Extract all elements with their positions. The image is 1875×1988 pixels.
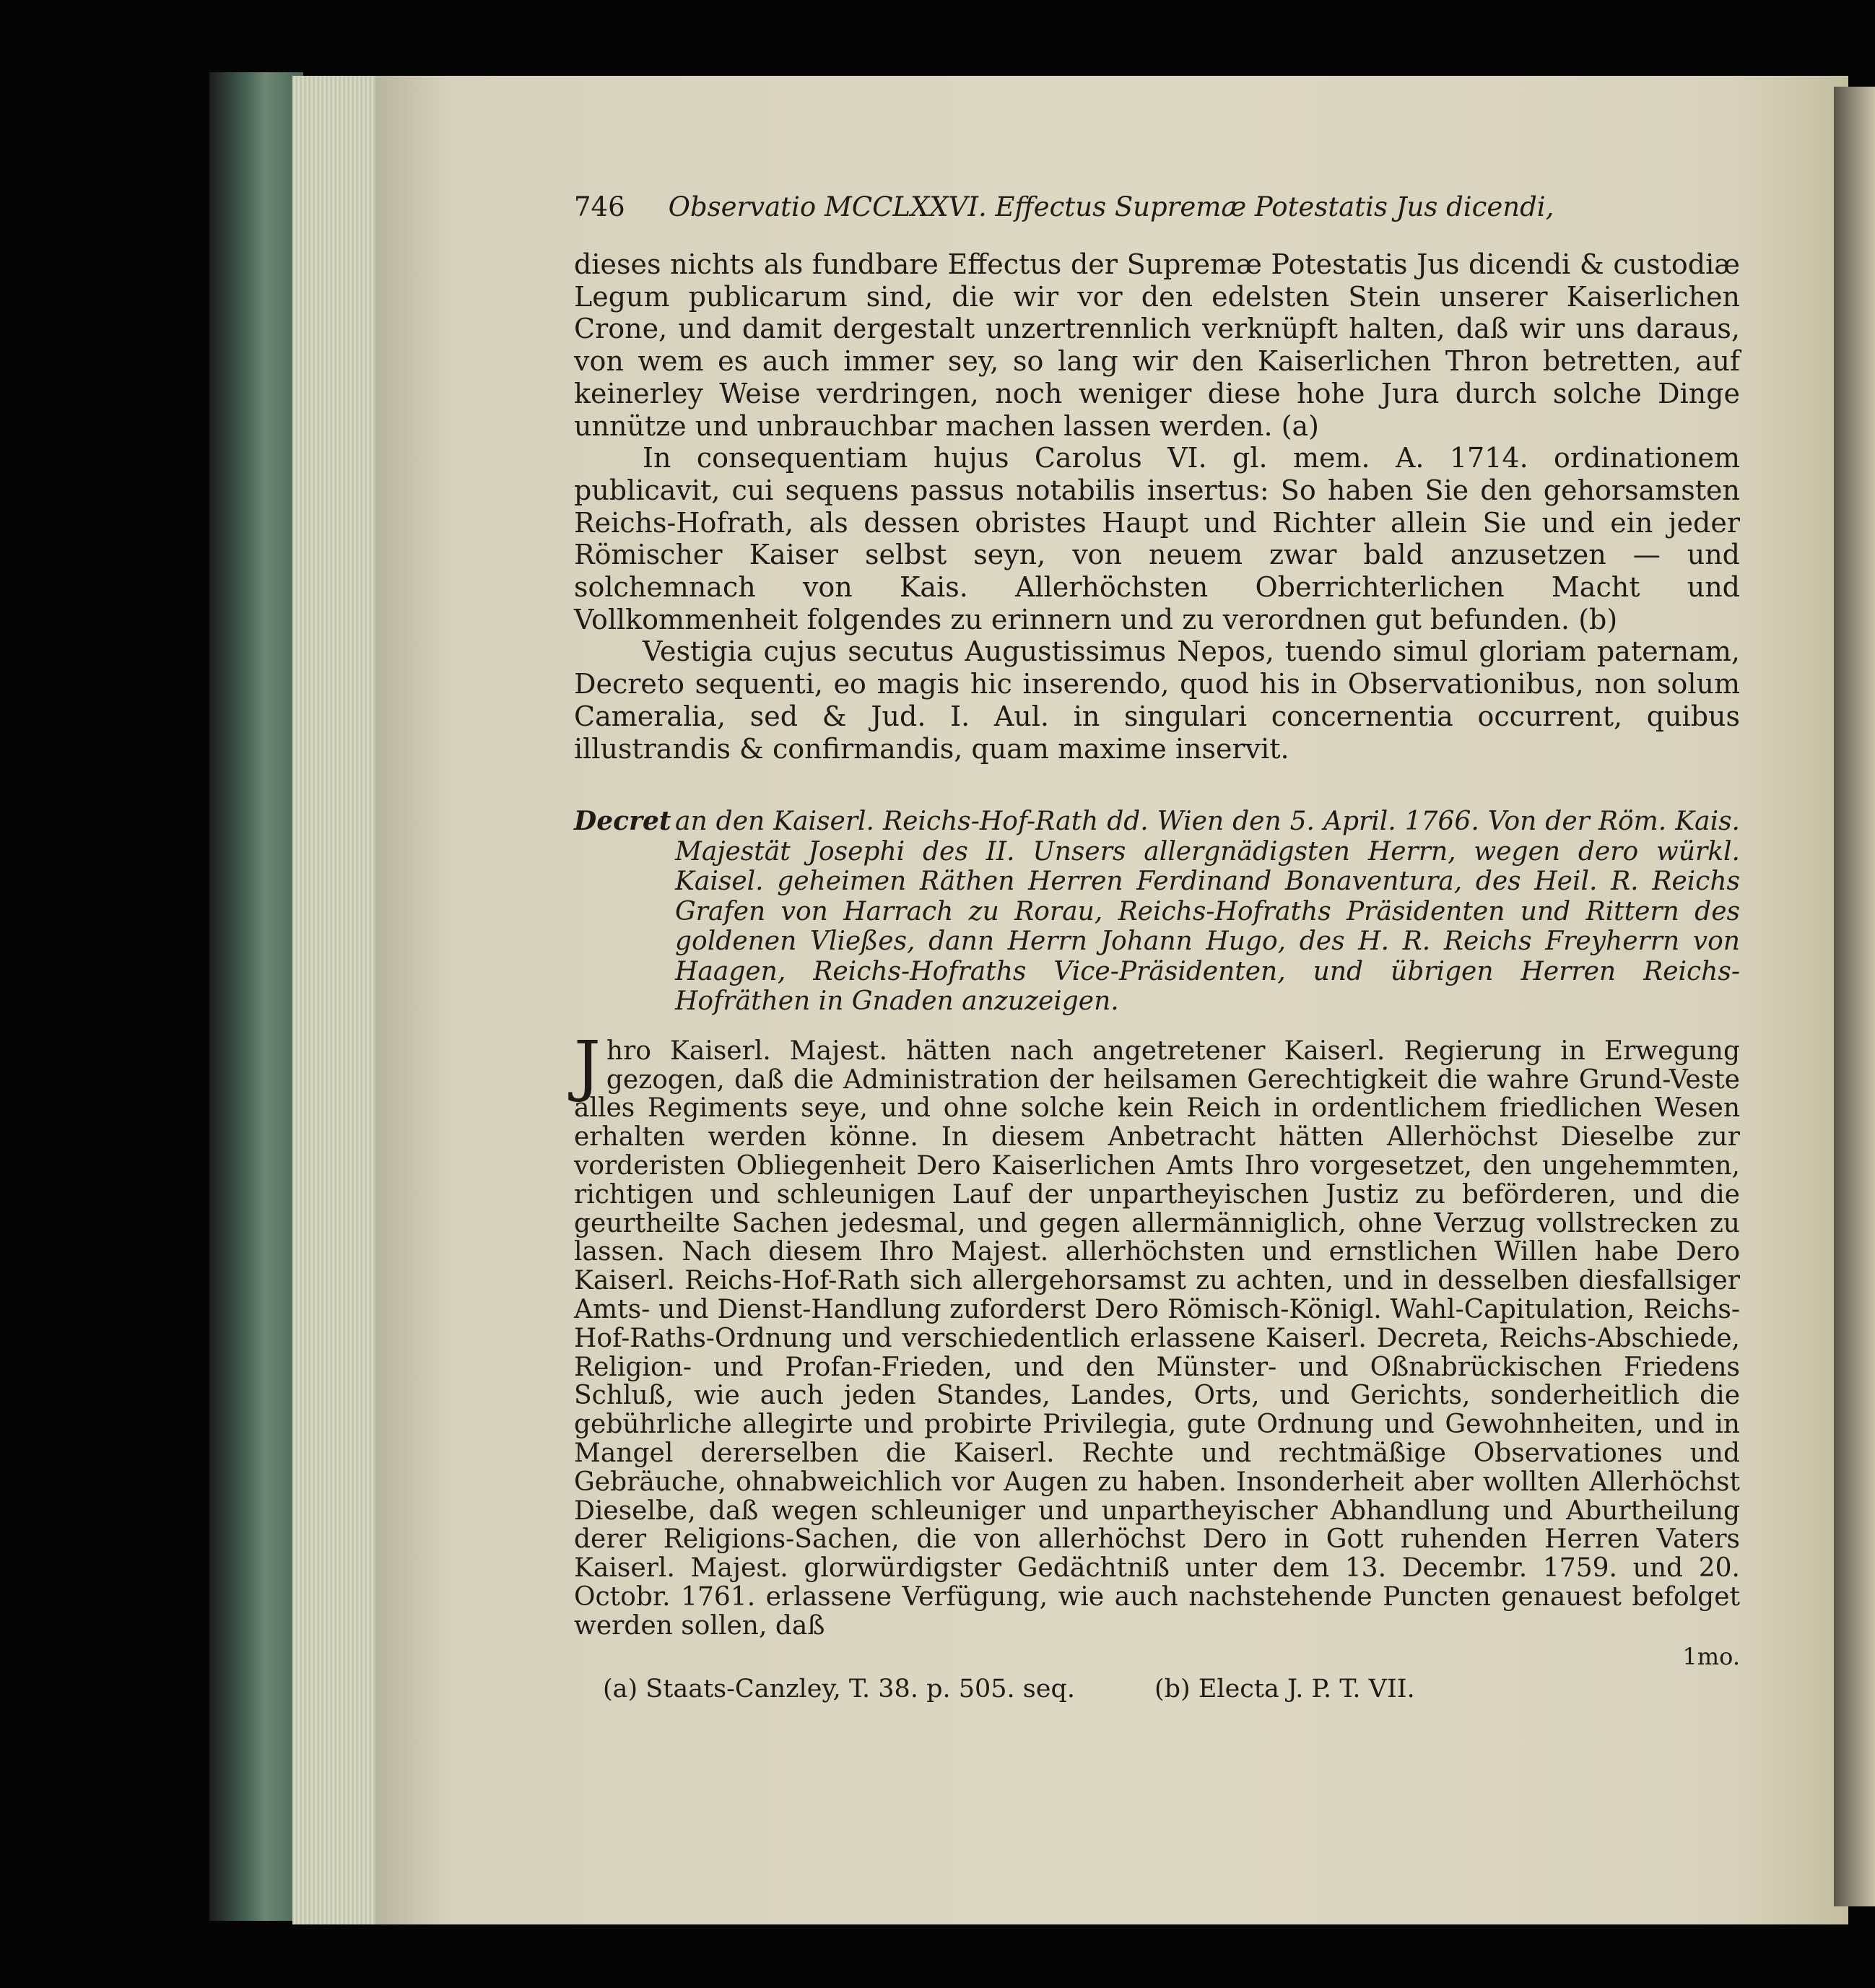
decree-body bbox=[574, 1026, 1740, 1641]
decree-block bbox=[574, 807, 1740, 1017]
page-content bbox=[574, 191, 1740, 1703]
footnote-b: (b) Electa J. P. T. VII. bbox=[1154, 1675, 1415, 1704]
page-number: 746 bbox=[574, 191, 625, 222]
footnote-a: (a) Staats-Canzley, T. 38. p. 505. seq. bbox=[603, 1675, 1075, 1704]
decree-label: Decret bbox=[574, 806, 671, 837]
decree-body-text: hro Kaiserl. Majest. hätten nach angetretener Kaiserl. Regierung in Erwegung gezogen, daß die Administration der heilsamen Gerechtigkeit die wahre Grund-Veste alles Regiments seye, und ohne solche kein Reich in ordentlichem friedlichen Wesen erhalten werden könne. In diesem Anbetracht hätten Allerhöchst Dieselbe zur vorderisten Obliegenheit Dero Kaiserlichen Amts Ihro vorgesetzet, den ungehemmten, richtigen und schleunigen Lauf der unpartheyischen Justiz zu beförderen, und die geurtheilte Sachen jedesmal, und gegen allermänniglich, ohne Verzug vollstrecken zu lassen. Nach diesem Ihro Majest. allerhöchsten und ernstlichen Willen habe Dero Kaiserl. Reichs-Hof-Rath sich allergehorsamst zu achten, und in desselben diesfallsiger Amts- und Dienst-Handlung zuforderst Dero Römisch-Königl. Wahl-Capitulation, Reichs-Hof-Raths-Ordnung und verschiedentlich erlassene Kaiserl. Decreta, Reichs-Abschiede, Religion- und Profan-Frieden, und den Münster- und Oßnabrückischen Friedens Schluß, wie auch jeden Standes, Landes, Orts, und Gerichts, sonderheitlich die gebührliche allegirte und probirte Privilegia, gute Ordnung und Gewohnheiten, und in Mangel dererselben die Kaiserl. Rechte und rechtmäßige Observationes und Gebräuche, ohnabweichlich vor Augen zu haben. Insonderheit aber wollten Allerhöchst Dieselbe, daß wegen schleuniger und unpartheyischer Abhandlung und Aburtheilung derer Religions-Sachen, die von allerhöchst Dero in Gott ruhenden Herren Vaters Kaiserl. Majest. glorwürdigster Gedächtniß unter dem 13. Decembr. 1759. und 20. Octobr. 1761. erlassene Verfügung, wie auch nachstehende Puncten genauest befolget werden sollen, daß bbox=[574, 1036, 1740, 1641]
running-head bbox=[574, 191, 1740, 222]
paragraph-2: In consequentiam hujus Carolus VI. gl. mem. A. 1714. ordinationem publicavit, cui sequens passus notabilis insertus: So haben Sie den gehorsamsten Reichs-Hofrath, als dessen obristes Haupt und Richter allein Sie und ein jeder Römischer Kaiser selbst seyn, von neuem zwar bald anzusetzen — und solchemnach von Kais. Allerhöchsten Oberrichterlichen Macht und Vollkommenheit folgendes zu erinnern und zu verordnen gut befunden. (b) bbox=[574, 442, 1740, 635]
book-spine-edge bbox=[209, 72, 303, 1921]
facing-page-edge bbox=[1834, 87, 1875, 1906]
running-head-title: Observatio MCCLXXVI. Effectus Supremæ Potestatis Jus dicendi, bbox=[668, 191, 1554, 222]
catchword: 1mo. bbox=[1682, 1643, 1740, 1671]
paragraph-1: dieses nichts als fundbare Effectus der Supremæ Potestatis Jus dicendi & custodiæ Legum publicarum sind, die wir vor den edelsten Stein unserer Kaiserlichen Crone, und damit dergestalt unzertrennlich verknüpft halten, daß wir uns daraus, von wem es auch immer sey, so lang wir den Kaiserlichen Thron betretten, auf keinerley Weise verdringen, noch weniger diese hohe Jura durch solche Dinge unnütze und unbrauchbar machen lassen werden. (a) bbox=[574, 248, 1740, 442]
paragraph-3: Vestigia cujus secutus Augustissimus Nepos, tuendo simul gloriam paternam, Decreto sequenti, eo magis hic inserendo, quod his in Observationibus, non solum Cameralia, sed & Jud. I. Aul. in singulari concernentia occurrent, quibus illustrandis & confirmandis, quam maxime inservit. bbox=[574, 635, 1740, 765]
decree-text: an den Kaiserl. Reichs-Hof-Rath dd. Wien den 5. April. 1766. Von der Röm. Kais. Majestät Josephi des II. Unsers allergnädigsten Herrn, wegen dero würkl. Kaisel. geheimen Räthen Herren Ferdinand Bonaventura, des Heil. R. Reichs Grafen von Harrach zu Rorau, Reichs-Hofraths Präsidenten und Rittern des goldenen Vließes, dann Herrn Johann Hugo, des H. R. Reichs Freyherrn von Haagen, Reichs-Hofraths Vice-Präsidenten, und übrigen Herren Reichs-Hofräthen in Gnaden anzuzeigen. bbox=[675, 807, 1740, 1017]
footnotes bbox=[574, 1675, 1740, 1703]
initial-letter: J bbox=[574, 1026, 601, 1104]
